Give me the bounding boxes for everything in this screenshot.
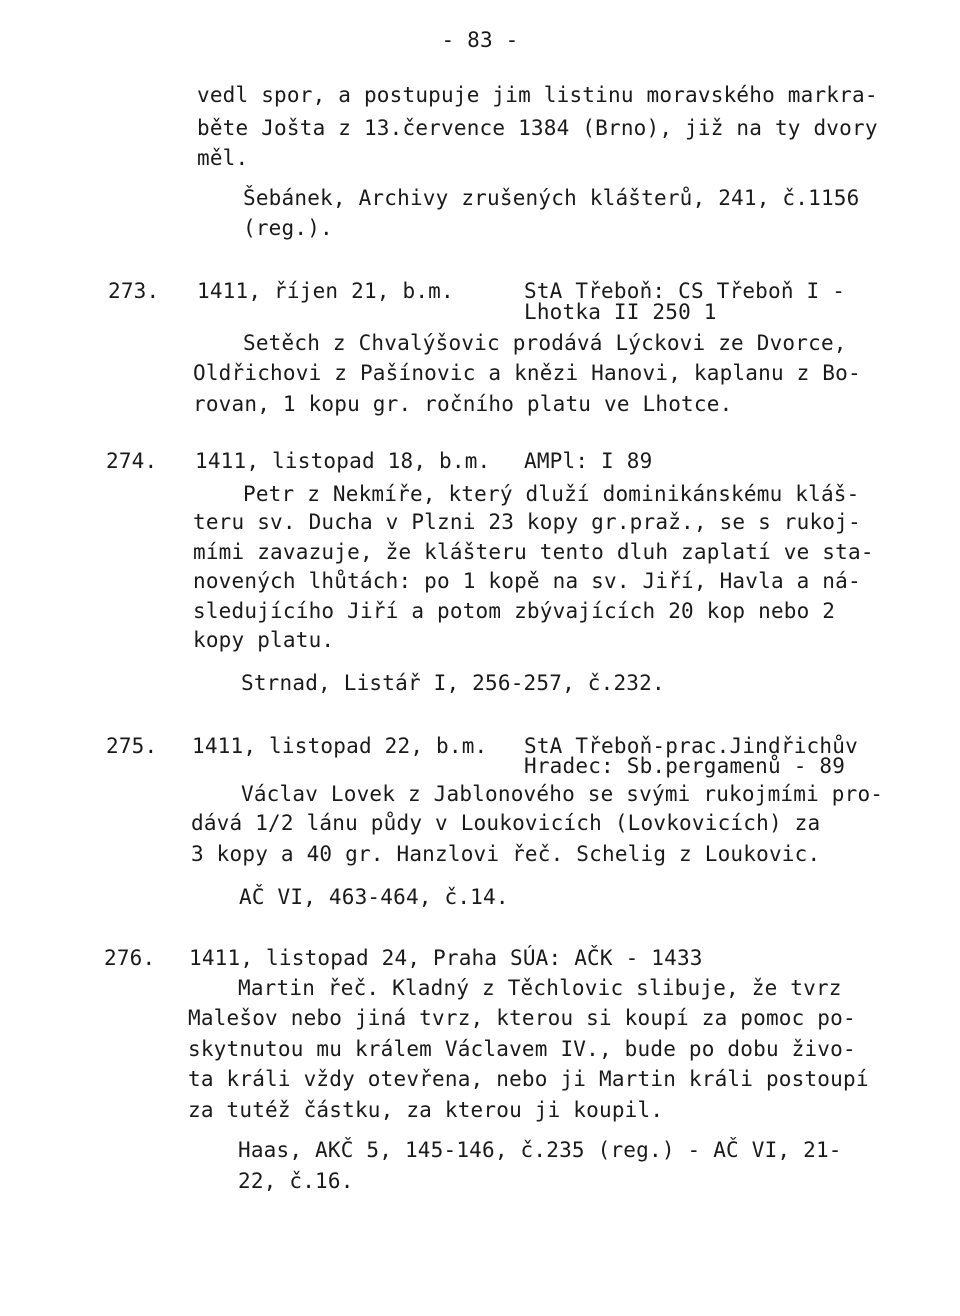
intro-reference: (reg.). (243, 216, 333, 240)
entry-text-line: Oldřichovi z Pašínovic a knězi Hanovi, kaplanu z Bo- (193, 361, 861, 385)
entry-text-line: sledujícího Jiří a potom zbývajících 20 kop nebo 2 (193, 599, 836, 623)
entry-date: 1411, listopad 24, Praha (189, 946, 498, 970)
entry-source: Hradec: Sb.pergamenů - 89 (524, 754, 846, 778)
entry-number: 275. (106, 734, 158, 758)
entry-text-line: mími zavazuje, že klášteru tento dluh zaplatí ve sta- (193, 540, 874, 564)
entry-source: Lhotka II 250 1 (524, 300, 717, 324)
intro-line: vedl spor, a postupuje jim listinu moravského markra- (197, 83, 878, 107)
entry-text-line: novených lhůtách: po 1 kopě na sv. Jiří, Havla a ná- (193, 569, 861, 593)
entry-number: 274. (106, 449, 158, 473)
entry-date: 1411, říjen 21, b.m. (197, 279, 454, 303)
entry-text-line: Petr z Nekmíře, který dluží dominikánskému kláš- (243, 482, 860, 506)
entry-source: SÚA: AČK - 1433 (510, 946, 703, 970)
entry-reference: Strnad, Listář I, 256-257, č.232. (241, 671, 665, 695)
entry-source: StA Třeboň-prac.Jindřichův (524, 734, 858, 758)
entry-text-line: ta králi vždy otevřena, nebo ji Martin králi postoupí (188, 1067, 869, 1091)
entry-source: StA Třeboň: CS Třeboň I - (524, 279, 846, 303)
entry-source: AMPl: I 89 (524, 449, 653, 473)
intro-line: měl. (197, 146, 249, 170)
entry-text-line: Václav Lovek z Jablonového se svými rukojmími pro- (241, 782, 884, 806)
page-number: - 83 - (441, 28, 519, 52)
entry-text-line: skytnutou mu králem Václavem IV., bude po dobu živo- (188, 1037, 856, 1061)
intro-reference: Šebánek, Archivy zrušených klášterů, 241, č.1156 (243, 186, 860, 210)
entry-text-line: Malešov nebo jiná tvrz, kterou si koupí za pomoc po- (188, 1006, 856, 1030)
entry-number: 273. (108, 279, 160, 303)
entry-text-line: Martin řeč. Kladný z Těchlovic slibuje, že tvrz (238, 976, 842, 1000)
entry-date: 1411, listopad 18, b.m. (195, 449, 491, 473)
entry-reference: 22, č.16. (238, 1169, 354, 1193)
entry-reference: Haas, AKČ 5, 145-146, č.235 (reg.) - AČ VI, 21- (238, 1138, 842, 1162)
entry-number: 276. (104, 946, 156, 970)
entry-text-line: za tutéž částku, za kterou ji koupil. (188, 1098, 664, 1122)
entry-text-line: kopy platu. (193, 628, 335, 652)
intro-line: běte Jošta z 13.července 1384 (Brno), již na ty dvory (197, 116, 878, 140)
entry-reference: AČ VI, 463-464, č.14. (239, 885, 509, 909)
entry-text-line: teru sv. Ducha v Plzni 23 kopy gr.praž., se s rukoj- (193, 510, 861, 534)
entry-text-line: dává 1/2 lánu půdy v Loukovicích (Lovkovicích) za (191, 811, 821, 835)
entry-date: 1411, listopad 22, b.m. (192, 734, 488, 758)
entry-text-line: 3 kopy a 40 gr. Hanzlovi řeč. Schelig z Loukovic. (191, 842, 821, 866)
entry-text-line: rovan, 1 kopu gr. ročního platu ve Lhotce. (193, 392, 733, 416)
entry-text-line: Setěch z Chvalýšovic prodává Lýckovi ze Dvorce, (243, 331, 847, 355)
